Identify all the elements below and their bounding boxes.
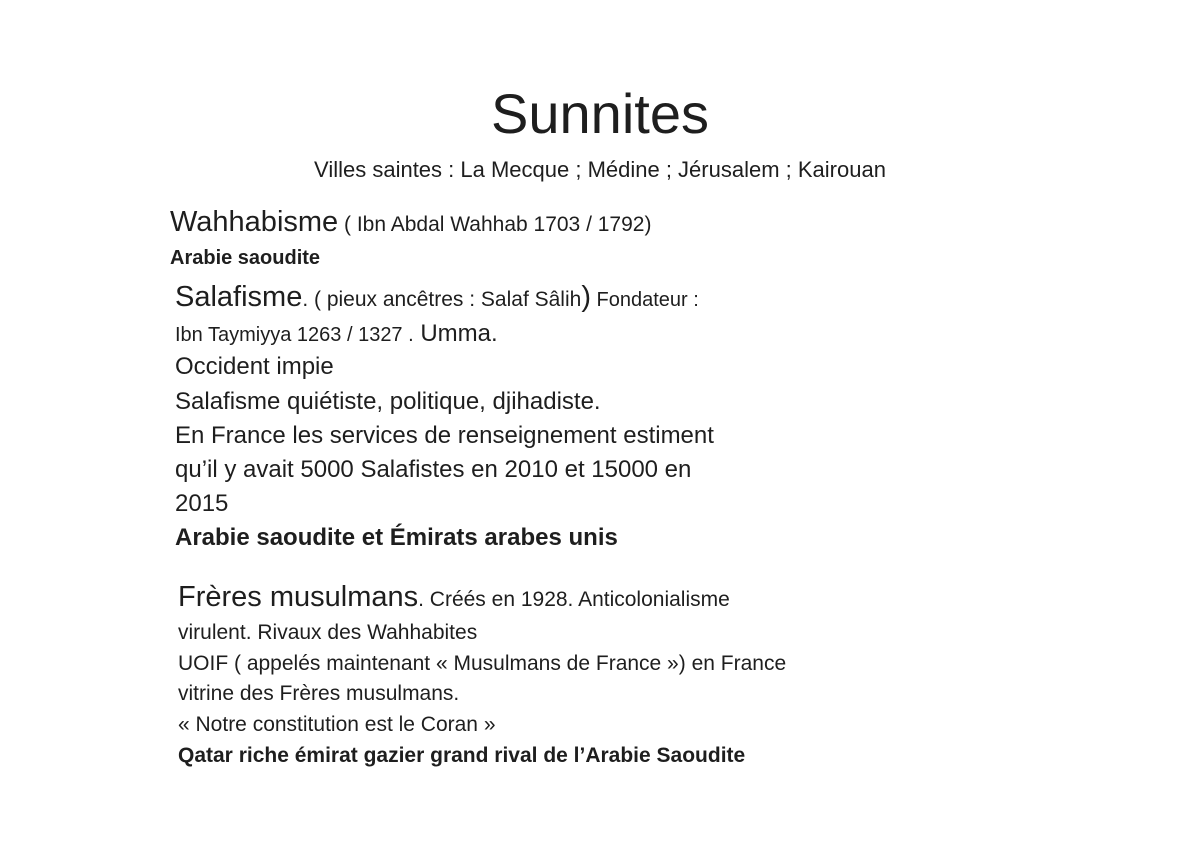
wahhabisme-country: Arabie saoudite <box>170 247 321 269</box>
salafisme-heading: Salafisme <box>175 281 303 313</box>
salafisme-line: qu’il y avait 5000 Salafistes en 2010 et 15000 en <box>175 456 692 483</box>
salafisme-founder-label: Fondateur : <box>590 289 699 311</box>
freres-heading-line <box>178 580 730 615</box>
freres-line: UOIF ( appelés maintenant « Musulmans de France ») en France <box>178 652 787 675</box>
salafisme-line: Salafisme quiétiste, politique, djihadiste. <box>175 388 601 415</box>
salafisme-line: 2015 <box>175 490 229 517</box>
wahhabisme-heading-line <box>170 205 651 240</box>
salafisme-umma: Umma. <box>413 320 498 347</box>
freres-qatar: Qatar riche émirat gazier grand rival de l’Arabie Saoudite <box>178 744 746 767</box>
wahhabisme-detail: ( Ibn Abdal Wahhab 1703 / 1792) <box>338 213 652 236</box>
wahhabisme-heading: Wahhabisme <box>170 206 339 238</box>
salafisme-heading-after: . ( pieux ancêtres : Salaf Sâlih <box>302 288 582 311</box>
holy-cities-subtitle: Villes saintes : La Mecque ; Médine ; Jérusalem ; Kairouan <box>314 157 886 182</box>
freres-line: virulent. Rivaux des Wahhabites <box>178 621 478 644</box>
freres-heading-after: . Créés en 1928. Anticolonialisme <box>418 588 730 611</box>
salafisme-countries: Arabie saoudite et Émirats arabes unis <box>175 524 618 551</box>
salafisme-founder-name: Ibn Taymiyya 1263 / 1327 . <box>175 324 414 346</box>
freres-line: « Notre constitution est le Coran » <box>178 713 496 736</box>
page-title: Sunnites <box>491 82 709 145</box>
salafisme-close-paren: ) <box>581 281 591 313</box>
salafisme-heading-line <box>175 280 699 315</box>
salafisme-founder-line <box>175 320 498 349</box>
freres-line: vitrine des Frères musulmans. <box>178 682 460 705</box>
salafisme-line: Occident impie <box>175 353 334 380</box>
freres-heading: Frères musulmans <box>178 581 419 613</box>
salafisme-line: En France les services de renseignement estiment <box>175 422 714 449</box>
